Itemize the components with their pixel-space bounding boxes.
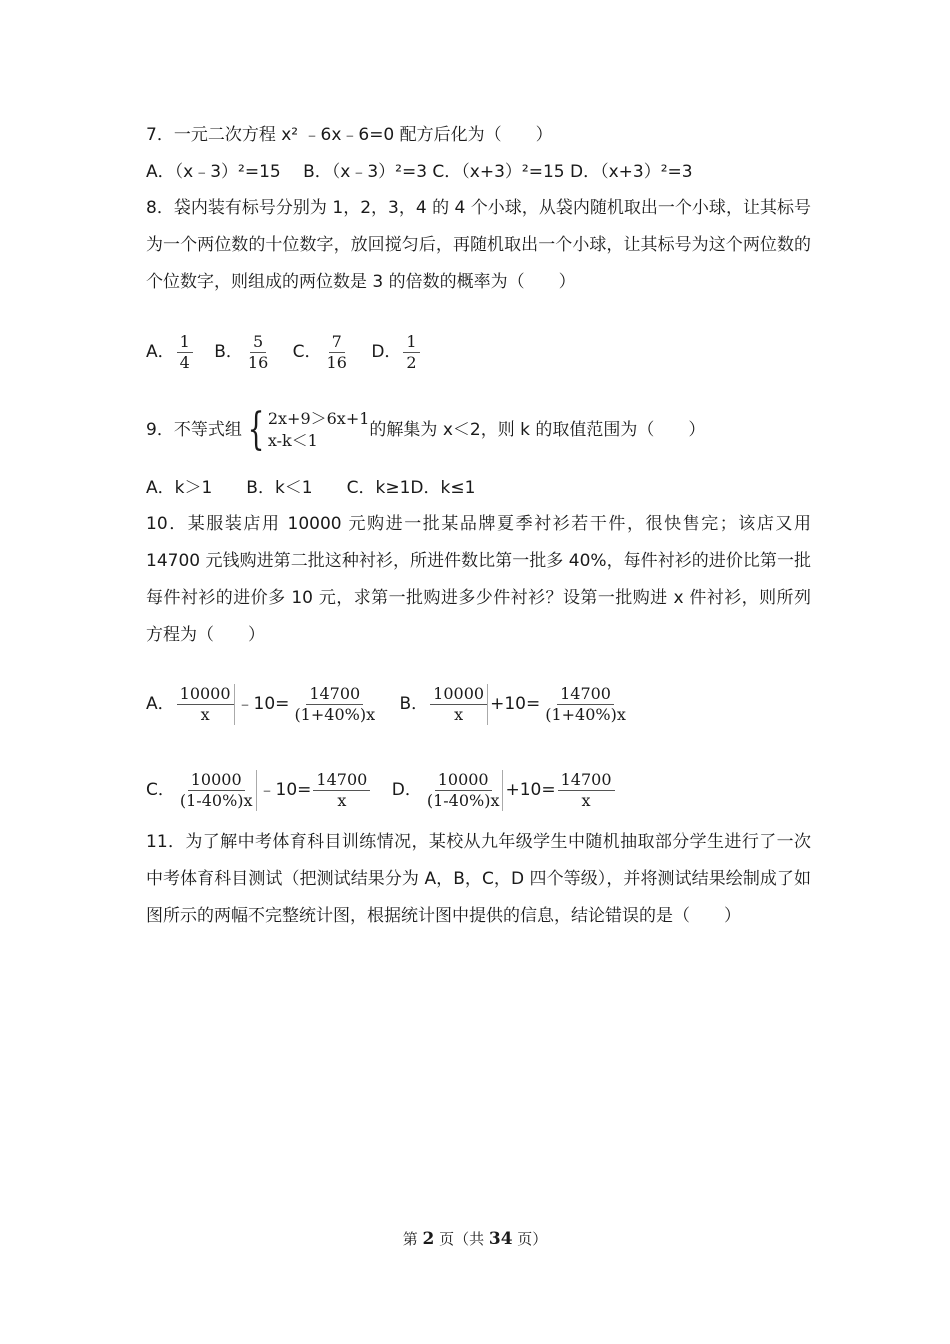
q8-a-den: 4 <box>179 352 190 372</box>
q10-d-num1: 10000 <box>435 770 492 791</box>
q8-a-label: A． <box>146 342 175 362</box>
q10-a-num1: 10000 <box>177 684 234 705</box>
q10-d-op: +10= <box>505 780 556 800</box>
q10-b-frac1 <box>430 684 488 725</box>
q10-d-frac2 <box>558 770 615 811</box>
q10-b-den2: (1+40%)x <box>545 704 626 724</box>
page-footer <box>0 1228 950 1249</box>
footer-post: 页） <box>512 1230 548 1248</box>
footer-total-pages: 34 <box>488 1229 513 1249</box>
inequality-system <box>242 404 370 455</box>
q9-prefix: 9．不等式组 <box>146 420 242 440</box>
q8-a-num: 1 <box>177 332 193 353</box>
q9-options: A．k＞1 B．k＜1 C．k≥1D．k≤1 <box>146 478 476 498</box>
q8-c-fraction <box>324 332 350 373</box>
q10-b-frac2 <box>542 684 629 725</box>
q10-options-cd <box>146 766 631 814</box>
q10-c-den1: (1-40%)x <box>179 790 253 810</box>
q10-b-label: B． <box>399 694 429 714</box>
q10-c-den2: x <box>337 790 347 810</box>
q7-stem: 7．一元二次方程 x² ﹣6x﹣6=0 配方后化为（ ） <box>146 125 553 145</box>
inequality-2: x-k＜1 <box>267 431 318 450</box>
q10-b-op: +10= <box>490 694 541 714</box>
q8-d-num: 1 <box>403 332 419 353</box>
q10-b-num2: 14700 <box>557 684 614 705</box>
q8-c-label: C． <box>292 342 322 362</box>
q8-d-label: D． <box>371 342 402 362</box>
q7-options: A．（x﹣3）²=15 B．（x﹣3）²=3 C．（x+3）²=15 D．（x+3）²=3 <box>146 162 693 182</box>
q10-c-num2: 14700 <box>313 770 370 791</box>
q10-a-den1: x <box>200 704 210 724</box>
q10-d-frac1 <box>424 770 504 811</box>
q8-b-num: 5 <box>250 332 266 353</box>
brace-icon: { <box>247 404 265 455</box>
q10-b-den1: x <box>454 704 464 724</box>
q8-b-label: B． <box>214 342 243 362</box>
q10-d-den1: (1-40%)x <box>426 790 500 810</box>
q10-c-num1: 10000 <box>188 770 245 791</box>
q10-a-frac2 <box>291 684 378 725</box>
q8-c-num: 7 <box>329 332 345 353</box>
q10-c-label: C． <box>146 780 175 800</box>
footer-page-number: 2 <box>422 1229 435 1249</box>
q10-a-label: A． <box>146 694 175 714</box>
q10-d-label: D． <box>391 780 422 800</box>
q10-d-den2: x <box>581 790 591 810</box>
inequality-1: 2x+9＞6x+1 <box>267 409 370 428</box>
q10-stem: 10．某服装店用 10000 元购进一批某品牌夏季衬衫若干件，很快售完；该店又用 14700 元钱购进第二批这种衬衫，所进件数比第一批多 40%，每件衬衫的进价比第一批每件衬衫的进价多 10 元，求第一批购进多少件衬衫？设第一批购进 x 件衬衫，则所列方程为（ ） <box>146 514 811 645</box>
footer-mid: 页（共 <box>434 1230 489 1248</box>
q8-options <box>146 330 436 374</box>
q8-b-den: 16 <box>247 352 269 372</box>
q10-a-frac1 <box>177 684 235 725</box>
q9-stem <box>146 404 706 455</box>
q10-a-op: ﹣10= <box>236 694 290 714</box>
q8-b-fraction <box>245 332 271 373</box>
q8-stem: 8．袋内装有标号分别为 1，2，3，4 的 4 个小球，从袋内随机取出一个小球，让其标号为一个两位数的十位数字，放回搅匀后，再随机取出一个小球，让其标号为这个两位数的个位数字，则组成的两位数是 3 的倍数的概率为（ ） <box>146 198 811 292</box>
q10-c-frac2 <box>313 770 370 811</box>
q8-d-den: 2 <box>406 352 417 372</box>
q8-c-den: 16 <box>326 352 347 372</box>
q9-suffix: 的解集为 x＜2，则 k 的取值范围为（ ） <box>369 420 706 440</box>
q11-stem: 11．为了解中考体育科目训练情况，某校从九年级学生中随机抽取部分学生进行了一次中考体育科目测试（把测试结果分为 A，B，C，D 四个等级），并将测试结果绘制成了如图所示的两幅不完整统计图，根据统计图中提供的信息，结论错误的是（ ） <box>146 832 811 926</box>
q10-c-frac1 <box>177 770 257 811</box>
q10-a-num2: 14700 <box>306 684 363 705</box>
q10-a-den2: (1+40%)x <box>294 704 376 724</box>
q10-d-num2: 14700 <box>558 770 615 791</box>
q8-d-fraction <box>403 332 419 373</box>
q8-a-fraction <box>177 332 193 373</box>
footer-pre: 第 <box>402 1230 423 1248</box>
q10-c-op: ﹣10= <box>258 780 312 800</box>
q10-options-ab <box>146 680 645 728</box>
q10-b-num1: 10000 <box>430 684 487 705</box>
